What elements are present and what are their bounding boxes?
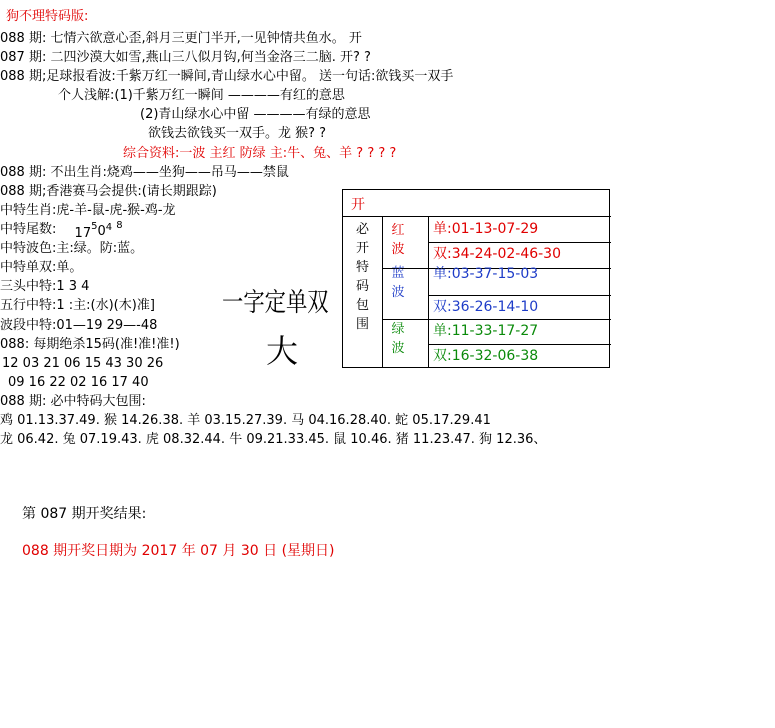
odd-even-line: 中特单双:单。: [0, 260, 83, 275]
side-char: 围: [355, 317, 369, 332]
zodiac-line: 中特生肖:虎-羊-鼠-虎-猴-鸡-龙: [0, 203, 176, 218]
group-blue-name: 蓝 波: [391, 266, 405, 300]
tail-number-label: 中特尾数:: [0, 222, 57, 237]
tail-number-line: [0, 220, 123, 241]
kill-numbers-line: 088: 每期绝杀15码(准!准!准!): [0, 337, 180, 352]
tail-digit: 4: [105, 222, 113, 233]
tail-digit: 7: [82, 226, 92, 241]
red-even-row: 双:34-24-02-46-30: [428, 242, 611, 265]
blue-even-row: 双:36-26-14-10: [428, 295, 611, 318]
coverage-row-1: 鸡 01.13.37.49. 猴 14.26.38. 羊 03.15.27.39. 马 04.16.28.40. 蛇 05.17.29.41: [0, 413, 491, 428]
side-char: 特: [355, 260, 369, 275]
side-char: 包: [355, 298, 369, 313]
personal-note-1: 个人浅解:(1)千紫万红一瞬间 ————有红的意思: [58, 88, 345, 103]
tail-digit: 5: [91, 221, 98, 232]
side-char: 开: [355, 241, 369, 256]
group-green-name: 绿 波: [391, 322, 405, 356]
tail-digit: 1: [74, 226, 83, 241]
table-side-label: [343, 220, 382, 334]
football-hint: 088 期;足球报看波:千紫万红一瞬间,青山绿水心中留。 送一句话:欲钱买一双手: [0, 69, 454, 84]
table-head: 开: [351, 197, 365, 213]
tail-digit: 0: [97, 224, 106, 239]
page-title: 狗不理特码版:: [6, 9, 89, 24]
summary-line: 综合资料:一波 主红 防绿 主:牛、兔、羊 ? ? ? ?: [123, 146, 397, 161]
draw-date: 088 期开奖日期为 2017 年 07 月 30 日 (星期日): [22, 543, 335, 559]
big-hint-line-1: 一字定单双: [222, 288, 329, 318]
result-title: 第 087 期开奖结果:: [22, 506, 147, 522]
riddle-088: 088 期: 七情六欲意心歪,斜月三更门半开,一见钟情共鱼水。 开: [0, 31, 362, 46]
range-line: 波段中特:01—19 29—-48: [0, 318, 158, 333]
big-coverage-title: 088 期: 必中特码大包围:: [0, 394, 146, 409]
side-char: 码: [355, 279, 369, 294]
personal-note-2: (2)青山绿水心中留 ————有绿的意思: [140, 107, 371, 122]
kill-numbers-row-2: 09 16 22 02 16 17 40: [8, 375, 149, 390]
wave-color-line: 中特波色:主:绿。防:蓝。: [0, 241, 144, 256]
coverage-row-2: 龙 06.42. 兔 07.19.43. 虎 08.32.44. 牛 09.21.33.45. 鼠 10.46. 猪 11.23.47. 狗 12.36、: [0, 432, 547, 447]
green-even-row: 双:16-32-06-38: [428, 344, 611, 367]
hk-jockey-line: 088 期;香港赛马会提供:(请长期跟踪): [0, 184, 217, 199]
kill-numbers-row-1: 12 03 21 06 15 43 30 26: [2, 356, 164, 371]
tail-digit: 8: [116, 220, 123, 231]
head-number-line: 三头中特:1 3 4: [0, 279, 90, 294]
five-elements-line: 五行中特:1 :主:(水)(木)准]: [0, 298, 155, 313]
excluded-zodiac: 088 期: 不出生肖:烧鸡——坐狗——吊马——禁鼠: [0, 165, 289, 180]
personal-note-3: 欲钱去欲钱买一双手。龙 猴? ?: [148, 126, 327, 141]
number-coverage-table: [342, 189, 610, 368]
riddle-087: 087 期: 二四沙漠大如雪,燕山三八似月钩,何当金洛三二脑. 开? ?: [0, 50, 371, 65]
red-odd-row: 单:01-13-07-29: [433, 221, 539, 237]
group-red-name: 红 波: [391, 223, 405, 257]
blue-odd-row: 单:03-37-15-03: [433, 266, 539, 282]
green-odd-row: 单:11-33-17-27: [433, 323, 539, 339]
side-char: 必: [355, 222, 369, 237]
big-hint-line-2: 大: [266, 332, 299, 370]
